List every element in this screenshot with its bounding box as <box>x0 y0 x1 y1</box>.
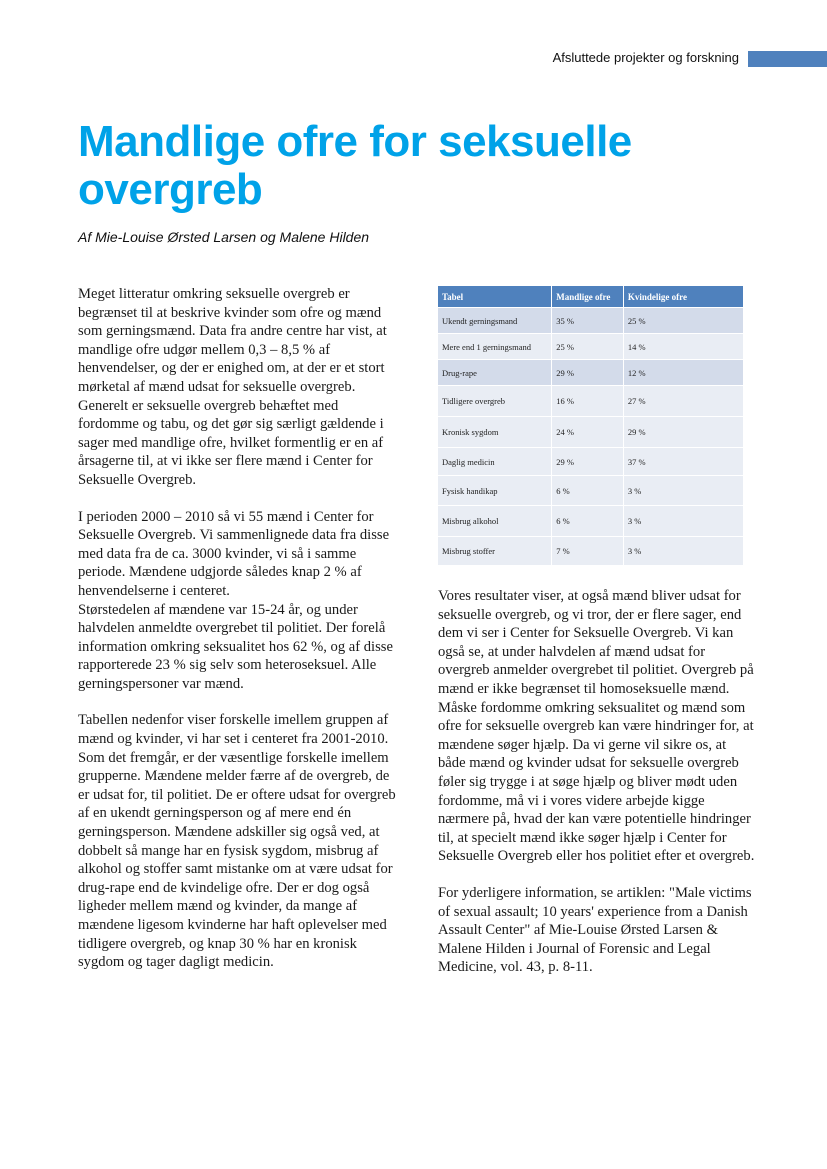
right-column <box>438 587 756 995</box>
table-cell: Fysisk handikap <box>438 476 552 506</box>
header-accent-bar <box>748 51 827 67</box>
table-cell: 12 % <box>623 360 743 386</box>
article-title: Mandlige ofre for seksuelle overgreb <box>78 117 632 214</box>
table-cell: 16 % <box>552 386 624 417</box>
table-header-cell: Kvindelige ofre <box>623 286 743 308</box>
table-cell: 29 % <box>552 360 624 386</box>
article-byline: Af Mie-Louise Ørsted Larsen og Malene Hilden <box>78 229 370 245</box>
table-header-row <box>438 286 744 308</box>
table-row <box>438 448 744 476</box>
table-header-cell: Mandlige ofre <box>552 286 624 308</box>
table-cell: Misbrug stoffer <box>438 537 552 565</box>
table-cell: 35 % <box>552 308 624 334</box>
table-row <box>438 506 744 537</box>
table-cell: Mere end 1 gerningsmand <box>438 334 552 360</box>
paragraph: I perioden 2000 – 2010 så vi 55 mænd i Center for Seksuelle Overgreb. Vi sammenlignede data fra disse med data fra de ca. 3000 kvinder, vi så i samme periode. Mændene udgjorde således knap 2 % af henvendelserne i centeret. <box>78 508 390 599</box>
table-row <box>438 386 744 417</box>
table-cell: 25 % <box>623 308 743 334</box>
table-row <box>438 360 744 386</box>
table-cell: Misbrug alkohol <box>438 506 552 537</box>
table-row <box>438 417 744 448</box>
table-cell: 37 % <box>623 448 743 476</box>
table-cell: 6 % <box>552 506 624 537</box>
left-column <box>78 285 396 990</box>
paragraph: Størstedelen af mændene var 15-24 år, og under halvdelen anmeldte overgrebet til politiet. Der forelå information omkring seksualitet hos 62 %, og af disse rapporterede 23 % sig selv som heteroseksuel. Alle gerningspersoner var mænd. <box>78 601 393 692</box>
table-cell: Ukendt gerningsmand <box>438 308 552 334</box>
table-row <box>438 476 744 506</box>
table-row <box>438 334 744 360</box>
paragraph: Meget litteratur omkring seksuelle overgreb er begrænset til at beskrive kvinder som ofre og mænd som gerningsmænd. Data fra andre centre har vist, at mandlige ofre udgør mellem 0,3 – 8,5 % af henvendelser, og der er enighed om, at der er et stort mørketal af mænd udsat for seksuelle overgreb. Generelt er seksuelle overgreb behæftet med fordomme og tabu, og det gør sig særligt gældende i sager med mandlige ofre, hvilket formentlig er en af årsagerne til, at vi ikke ser flere mænd i Center for Seksuelle Overgreb. <box>78 286 387 488</box>
table-cell: 25 % <box>552 334 624 360</box>
paragraph: Tabellen nedenfor viser forskelle imellem gruppen af mænd og kvinder, vi har set i centeret fra 2001-2010. Som det fremgår, er der væsentlige forskelle imellem grupperne. Mændene melder færre af de overgreb, de er udsat for, til politiet. De er oftere udsat for overgreb af en ukendt gerningsperson og af mere end én gerningsperson. Mændene adskiller sig også ved, at dobbelt så mange har en fysisk sygdom, misbrug af alkohol og stoffer samt mistanke om at være udsat for drug-rape end de kvindelige ofre. Der er dog også ligheder mellem mænd og kvinder, da mange af mændene ligesom kvinderne har haft oplevelser med tidligere overgreb, og knap 30 % har en kronisk sygdom og tager dagligt medicin. <box>78 712 396 971</box>
table-header-cell: Tabel <box>438 286 552 308</box>
table-cell: Drug-rape <box>438 360 552 386</box>
table-row <box>438 308 744 334</box>
table-cell: 14 % <box>623 334 743 360</box>
paragraph: Vores resultater viser, at også mænd bliver udsat for seksuelle overgreb, og vi tror, der er flere sager, end dem vi ser i Center for Seksuelle Overgreb. Vi kan også se, at under halvdelen af mænd udsat for overgreb anmelder overgrebet til politiet. Overgreb på mænd er ikke begrænset til homoseksuelle mænd. Måske fordomme omkring seksualitet og mænd som ofre for seksuelle overgreb kan være hindringer for, at mændene søger hjælp. Da vi gerne vil sikre os, at både mænd og kvinder udsat for seksuelle overgreb føler sig trygge i at søge hjælp og bliver mødt uden fordomme, må vi i vores videre arbejde kigge nærmere på, hvad der kan være potentielle hindringer til, at specielt mænd ikke søger hjælp i Center for Seksuelle Overgreb eller hos politiet efter et overgreb. <box>438 588 755 865</box>
table-cell: 6 % <box>552 476 624 506</box>
table-cell: 29 % <box>623 417 743 448</box>
table-cell: 24 % <box>552 417 624 448</box>
table-cell: 7 % <box>552 537 624 565</box>
table-cell: 3 % <box>623 537 743 565</box>
table-cell: Kronisk sygdom <box>438 417 552 448</box>
table-cell: 27 % <box>623 386 743 417</box>
reference-paragraph: For yderligere information, se artiklen: "Male victims of sexual assault; 10 years' experience from a Danish Assault Center" af Mie-Louise Ørsted Larsen & Malene Hilden i Journal of Forensic and Legal Medicine, vol. 43, p. 8-11. <box>438 884 752 976</box>
table-cell: 3 % <box>623 476 743 506</box>
section-header: Afsluttede projekter og forskning <box>552 50 739 65</box>
comparison-table <box>438 286 744 565</box>
table-cell: 29 % <box>552 448 624 476</box>
table-row <box>438 537 744 565</box>
table-cell: Daglig medicin <box>438 448 552 476</box>
table-cell: Tidligere overgreb <box>438 386 552 417</box>
table-cell: 3 % <box>623 506 743 537</box>
